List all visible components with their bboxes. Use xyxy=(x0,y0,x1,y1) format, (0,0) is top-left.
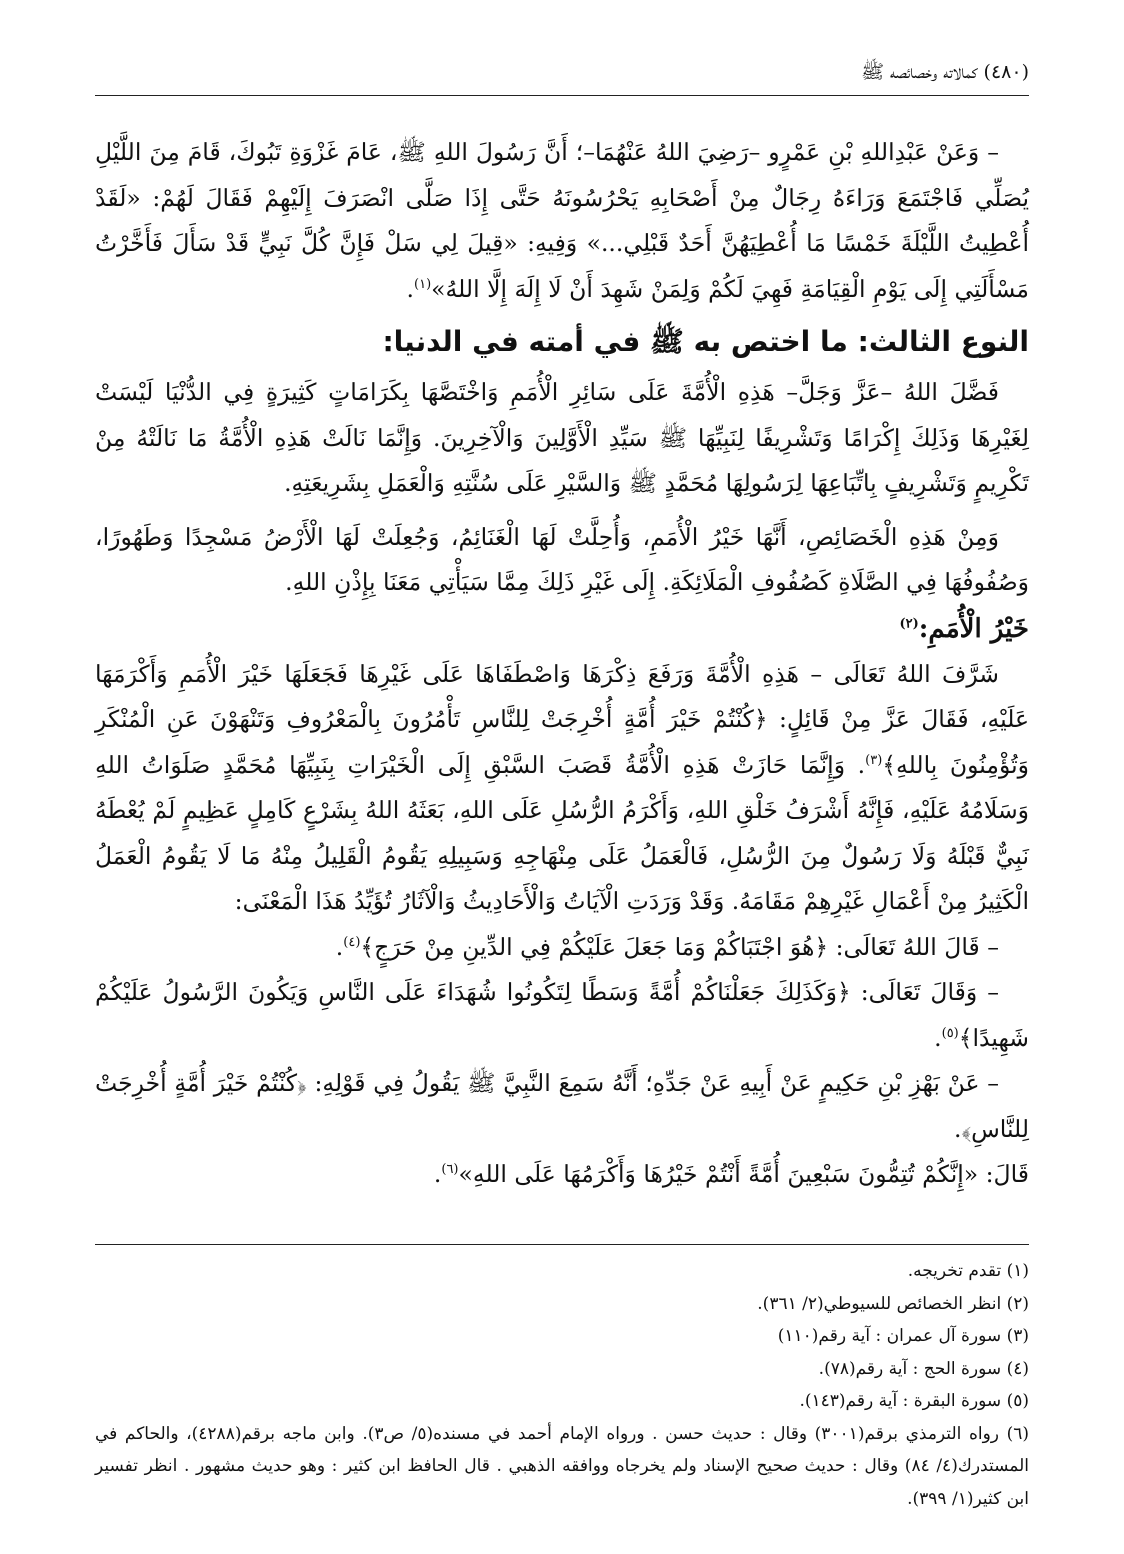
footnote-ref-1: (١) xyxy=(414,276,432,292)
page-header xyxy=(95,60,1029,100)
paragraph-hadith-quote: قَالَ: «إِنَّكُمْ تُتِمُّونَ سَبْعِينَ أُمَّةً أَنْتُمْ خَيْرُهَا وَأَكْرَمُهَا عَلَى اللهِ»$^{(٦)}$. xyxy=(433,1160,1029,1188)
paragraph-best-nation: شَرَّفَ اللهُ تَعَالَى – هَذِهِ الْأُمَّةَ وَرَفَعَ ذِكْرَهَا وَاصْطَفَاهَا عَلَى غَيْرِهَا فَجَعَلَهَا خَيْرَ الْأُمَمِ وَأَكْرَمَهَا عَلَيْهِ، فَقَالَ عَزَّ مِنْ قَائِلٍ: ﴿كُنْتُمْ خَيْرَ أُمَّةٍ أُخْرِجَتْ لِلنَّاسِ تَأْمُرُونَ بِالْمَعْرُوفِ وَتَنْهَوْنَ عَنِ الْمُنْكَرِ وَتُؤْمِنُونَ بِاللهِ﴾$^{(٣)}$. وَإِنَّمَا حَازَتْ هَذِهِ الْأُمَّةُ قَصَبَ السَّبْقِ إِلَى الْخَيْرَاتِ بِنَبِيِّهَا مُحَمَّدٍ صَلَوَاتُ اللهِ وَسَلَامُهُ عَلَيْهِ، فَإِنَّهُ أَشْرَفُ خَلْقِ اللهِ، وَأَكْرَمُ الرُّسُلِ عَلَى اللهِ، بَعَثَهُ اللهُ بِشَرْعٍ كَامِلٍ عَظِيمٍ لَمْ يُعْطَهُ نَبِيٌّ قَبْلَهُ وَلَا رَسُولٌ مِنَ الرُّسُلِ، فَالْعَمَلُ عَلَى مِنْهَاجِهِ وَسَبِيلِهِ يَقُومُ الْقَلِيلُ مِنْهُ مَا لَا يَقُومُ الْعَمَلُ الْكَثِيرُ مِنْ أَعْمَالِ غَيْرِهِمْ مَقَامَهُ. وَقَدْ وَرَدَتِ الْآيَاتُ وَالْأَحَادِيثُ وَالْآثَارُ تُؤَيِّدُ هَذَا الْمَعْنَى: xyxy=(95,659,1029,915)
running-header xyxy=(861,60,1029,88)
footnote-ref-6: (٦) xyxy=(441,1162,459,1178)
footnotes xyxy=(95,1255,1029,1515)
page-number: (٤٨٠) xyxy=(983,61,1029,83)
footnote-rule xyxy=(95,1244,1029,1245)
footnote-ref-3: (٣) xyxy=(865,752,883,768)
subsection-title: خَيْرُ الْأُمَمِ:$^{(٢)}$ xyxy=(899,613,1029,644)
paragraph-verse-hajj: – قَالَ اللهُ تَعَالَى: ﴿هُوَ اجْتَبَاكُمْ وَمَا جَعَلَ عَلَيْكُمْ فِي الدِّينِ مِنْ حَرَجٍ﴾$^{(٤)}$. xyxy=(335,932,999,961)
running-title: كمالاته وخصائصه ﷺ xyxy=(861,61,978,83)
paragraph-features: وَمِنْ هَذِهِ الْخَصَائِصِ، أَنَّهَا خَيْرُ الْأُمَمِ، وَأُحِلَّتْ لَهَا الْغَنَائِمُ، وَجُعِلَتْ لَهَا الْأَرْضُ مَسْجِدًا وَطَهُورًا، وَصُفُوفُهَا فِي الصَّلَاةِ كَصُفُوفِ الْمَلَائِكَةِ. إِلَى غَيْرِ ذَلِكَ مِمَّا سَيَأْتِي مَعَنَا بِإِذْنِ اللهِ. xyxy=(95,522,1029,596)
footnote-3: (٣) سورة آل عمران : آية رقم(١١٠) xyxy=(777,1326,1029,1346)
footnote-1: (١) تقدم تخريجه. xyxy=(907,1261,1029,1281)
footnote-ref-2: (٢) xyxy=(899,615,919,631)
paragraph-hadith-abdullah: – وَعَنْ عَبْدِاللهِ بْنِ عَمْرٍو –رَضِيَ اللهُ عَنْهُمَا–؛ أَنَّ رَسُولَ اللهِ ﷺ، عَامَ غَزْوَةِ تَبُوكَ، قَامَ مِنَ اللَّيْلِ يُصَلِّي فَاجْتَمَعَ وَرَاءَهُ رِجَالٌ مِنْ أَصْحَابِهِ يَحْرُسُونَهُ حَتَّى إِذَا صَلَّى انْصَرَفَ إِلَيْهِمْ فَقَالَ لَهُمْ: «لَقَدْ أُعْطِيتُ اللَّيْلَةَ خَمْسًا مَا أُعْطِيَهُنَّ أَحَدٌ قَبْلِي...» وَفِيهِ: «قِيلَ لِي سَلْ فَإِنَّ كُلَّ نَبِيٍّ قَدْ سَأَلَ فَأَخَّرْتُ مَسْأَلَتِي إِلَى يَوْمِ الْقِيَامَةِ فَهِيَ لَكُمْ وَلِمَنْ شَهِدَ أَنْ لَا إِلَهَ إِلَّا اللهُ»$^{(١)}$. xyxy=(95,138,1029,303)
footnote-ref-5: (٥) xyxy=(941,1025,959,1041)
footnote-6: (٦) رواه الترمذي برقم(٣٠٠١) وقال : حديث حسن . ورواه الإمام أحمد في مسنده(٥/ ص٣). وابن ماجه برقم(٤٢٨٨)، والحاكم في المستدرك(٤/ ٨٤) وقال : حديث صحيح الإسناد ولم يخرجاه ووافقه الذهبي . قال الحافظ ابن كثير : وهو حديث مشهور . انظر تفسير ابن كثير(١/ ٣٩٩). xyxy=(95,1423,1030,1509)
footnote-2: (٢) انظر الخصائص للسيوطي(٢/ ٣٦١). xyxy=(757,1293,1029,1314)
book-page xyxy=(95,40,1029,1514)
section-title: النوع الثالث: ما اختص به ﷺ في أمته في الدنيا: xyxy=(382,325,1029,358)
paragraph-verse-baqarah: – وَقَالَ تَعَالَى: ﴿وَكَذَلِكَ جَعَلْنَاكُمْ أُمَّةً وَسَطًا لِتَكُونُوا شُهَدَاءَ عَلَى النَّاسِ وَيَكُونَ الرَّسُولُ عَلَيْكُمْ شَهِيدًا﴾$^{(٥)}$. xyxy=(95,978,1029,1052)
header-rule xyxy=(95,95,1029,96)
paragraph-intro: فَضَّلَ اللهُ –عَزَّ وَجَلَّ– هَذِهِ الْأُمَّةَ عَلَى سَائِرِ الْأُمَمِ وَاخْتَصَّهَا بِكَرَامَاتٍ كَثِيرَةٍ فِي الدُّنْيَا لَيْسَتْ لِغَيْرِهَا وَذَلِكَ إِكْرَامًا وَتَشْرِيفًا لِنَبِيِّهَا ﷺ سَيِّدِ الْأَوَّلِينَ وَالْآخِرِينَ. وَإِنَّمَا نَالَتْ هَذِهِ الْأُمَّةُ مَا نَالَتْهُ مِنْ تَكْرِيمٍ وَتَشْرِيفٍ بِاتِّبَاعِهَا لِرَسُولِهَا مُحَمَّدٍ ﷺ وَالسَّيْرِ عَلَى سُنَّتِهِ وَالْعَمَلِ بِشَرِيعَتِهِ. xyxy=(95,378,1029,497)
paragraph-hadith-bahz: – عَنْ بَهْزِ بْنِ حَكِيمٍ عَنْ أَبِيهِ عَنْ جَدِّهِ؛ أَنَّهُ سَمِعَ النَّبِيَّ ﷺ يَقُولُ فِي قَوْلِهِ: ﴿كُنْتُمْ خَيْرَ أُمَّةٍ أُخْرِجَتْ لِلنَّاسِ﴾. xyxy=(95,1069,1029,1143)
main-text xyxy=(95,130,1029,1198)
footnote-4: (٤) سورة الحج : آية رقم(٧٨). xyxy=(818,1358,1029,1379)
footnote-ref-4: (٤) xyxy=(343,934,361,950)
footnote-5: (٥) سورة البقرة : آية رقم(١٤٣). xyxy=(799,1391,1029,1411)
